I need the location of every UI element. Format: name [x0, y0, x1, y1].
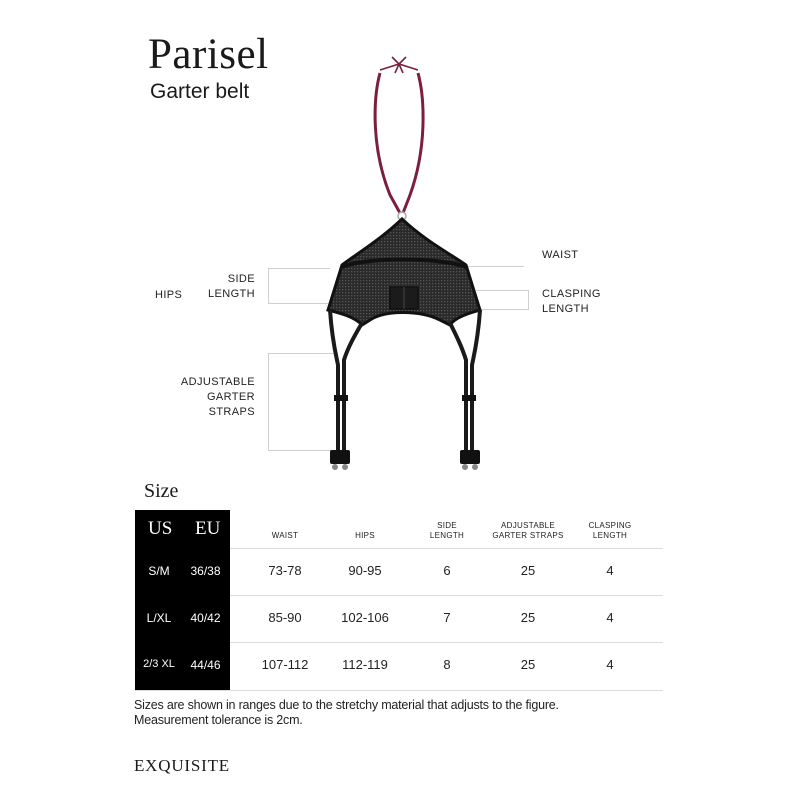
col-header-clasping-line2: LENGTH — [592, 531, 628, 540]
cell-side-length: 7 — [443, 610, 451, 625]
sizing-note — [134, 698, 559, 728]
cell-clasping-length: 4 — [606, 563, 614, 578]
sizing-note-line2: Measurement tolerance is 2cm. — [134, 713, 303, 727]
row-separator — [230, 548, 663, 549]
cell-eu: 40/42 — [190, 611, 221, 625]
label-waist: WAIST — [542, 249, 579, 261]
cell-us: L/XL — [146, 611, 172, 625]
label-clasping-line1: CLASPING — [542, 288, 601, 300]
col-header-side-length — [417, 521, 477, 541]
cell-eu: 44/46 — [190, 658, 221, 672]
cell-garter-straps: 25 — [520, 657, 536, 672]
cell-garter-straps: 25 — [520, 563, 536, 578]
col-header-waist: WAIST — [271, 531, 299, 540]
col-header-garter-line1: ADJUSTABLE — [501, 521, 555, 530]
label-clasping-line2: LENGTH — [542, 303, 590, 315]
label-garter-line2: GARTER — [206, 391, 255, 403]
brand-logo: EXQUISITE — [134, 756, 230, 775]
product-subtitle: Garter belt — [150, 80, 250, 103]
cell-side-length: 6 — [443, 563, 451, 578]
label-side-length-line1: SIDE — [227, 273, 255, 285]
col-header-eu: EU — [195, 518, 221, 539]
col-header-hips: HIPS — [355, 531, 375, 540]
cell-us: 2/3 XL — [143, 658, 175, 670]
row-separator — [230, 642, 663, 643]
product-title: Parisel — [148, 31, 269, 78]
cell-waist: 73-78 — [268, 563, 302, 578]
size-heading: Size — [144, 480, 179, 502]
row-separator — [135, 690, 663, 691]
cell-hips: 102-106 — [341, 610, 389, 625]
label-hips: HIPS — [155, 289, 183, 301]
label-garter-line3: STRAPS — [208, 406, 255, 418]
row-separator — [230, 595, 663, 596]
side-length-bracket — [268, 268, 269, 304]
label-side-length-line2: LENGTH — [207, 288, 255, 300]
label-clasping-length — [542, 287, 601, 317]
cell-clasping-length: 4 — [606, 610, 614, 625]
cell-garter-straps: 25 — [520, 610, 536, 625]
col-header-clasping-line1: CLASPING — [588, 521, 632, 530]
col-header-us: US — [148, 518, 173, 539]
col-header-side-line1: SIDE — [437, 521, 457, 530]
col-header-clasping-length — [580, 521, 640, 541]
clasping-bracket — [528, 290, 529, 310]
cell-side-length: 8 — [443, 657, 451, 672]
garter-belt-illustration — [300, 55, 510, 480]
cell-waist: 85-90 — [268, 610, 302, 625]
cell-clasping-length: 4 — [606, 657, 614, 672]
label-side-length — [190, 272, 255, 302]
cell-us: S/M — [148, 564, 170, 578]
cell-waist: 107-112 — [261, 657, 309, 672]
cell-hips: 112-119 — [342, 657, 388, 672]
col-header-garter-straps — [488, 521, 568, 541]
col-header-side-line2: LENGTH — [429, 531, 465, 540]
cell-hips: 90-95 — [348, 563, 382, 578]
label-garter-line1: ADJUSTABLE — [180, 376, 255, 388]
garter-bracket — [268, 353, 269, 450]
col-header-garter-line2: GARTER STRAPS — [492, 531, 564, 540]
label-adjustable-garter-straps — [165, 375, 255, 420]
cell-eu: 36/38 — [190, 564, 221, 578]
sizing-note-line1: Sizes are shown in ranges due to the stretchy material that adjusts to the figure. — [134, 698, 559, 712]
